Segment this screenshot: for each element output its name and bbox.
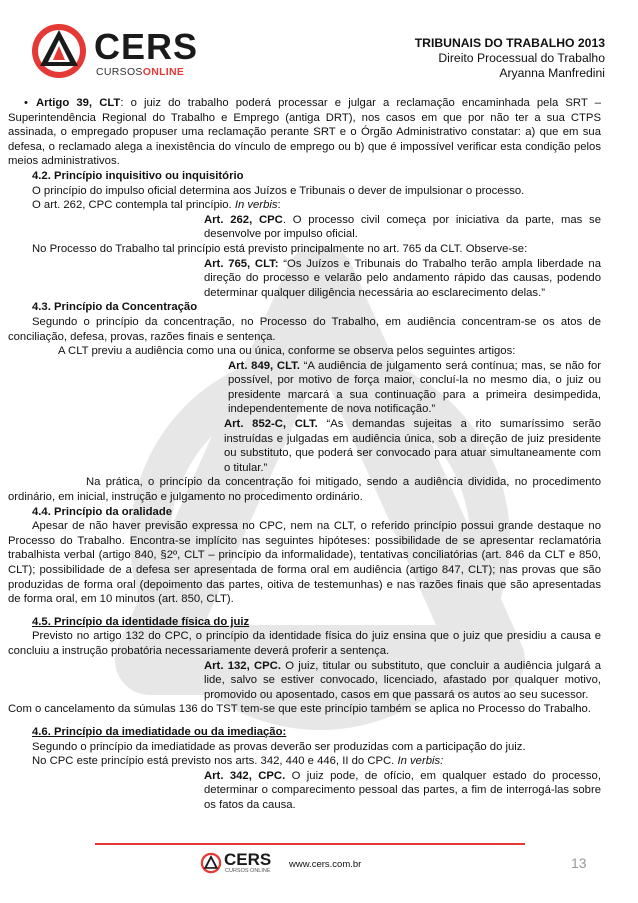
section-4-3-paragraph: Segundo o princípio da concentração, no Processo do Trabalho, em audiência concentram-se os atos de conciliação, defesa, provas, razões finais e sentença.: [8, 315, 601, 343]
section-4-3-heading: 4.3. Princípio da Concentração: [32, 301, 198, 314]
header-author: Aryanna Manfredini: [499, 66, 605, 80]
footer-logo-subtitle: CURSOS ONLINE: [225, 868, 271, 874]
quote-art-262-cpc: Art. 262, CPC. O processo civil começa por iniciativa da parte, mas se desenvolve por impulso oficial.: [204, 213, 601, 241]
page-number: 13: [571, 855, 587, 871]
section-4-5-paragraph: Previsto no artigo 132 do CPC, o princípio da identidade física do juiz ensina que o juiz que presidiu a causa e concluiu a instrução probatória necessariamente deverá proferir a sentença.: [8, 630, 601, 657]
section-4-5-heading: 4.5. Princípio da identidade física do juiz: [32, 615, 250, 628]
document-header: [415, 36, 605, 81]
header-subject: Direito Processual do Trabalho: [438, 51, 605, 65]
section-4-6-cpc-intro: No CPC este princípio está previsto nos arts. 342, 440 e 446, II do CPC. In verbis:: [32, 755, 444, 768]
section-4-4-heading: 4.4. Princípio da oralidade: [32, 505, 172, 518]
logo-wordmark: CERS: [94, 26, 199, 67]
quote-art-852c-clt: Art. 852-C, CLT. “As demandas sujeitas a rito sumaríssimo serão instruídas e julgadas em audiência única, sob a direção de juiz presidente ou substituto, que poderá ser convocado para atuar simultaneamente com o titular.”: [224, 418, 601, 474]
art39-paragraph: • Artigo 39, CLT: o juiz do trabalho poderá processar e julgar a reclamação encaminhada pela SRT – Superintendência Regional do Trabalho e Emprego (antiga DRT), nos casos em que por não ter a sua CTPS assinada, o empregado propuser uma reclamação perante SRT e o Órgão Administrativo constatar: a) que em sua defesa, o reclamado alega a inexistência do vínculo de emprego ou b) que é impossível verificar esta condição pelos meios administrativos.: [8, 96, 601, 169]
section-4-5-sumula-paragraph: Com o cancelamento da súmulas 136 do TST tem-se que este princípio também se aplica no Processo do Trabalho.: [8, 703, 591, 716]
section-4-3-clt-intro: A CLT previu a audiência como una ou única, conforme se observa pelos seguintes artigos:: [58, 345, 516, 358]
section-4-2-cpc-intro: O art. 262, CPC contempla tal princípio. In verbis:: [32, 199, 281, 212]
section-4-3-practice-paragraph: Na prática, o princípio da concentração foi mitigado, sendo a audiência dividida, no procedimento ordinário, em inicial, instrução e julgamento no procedimento ordinário.: [8, 476, 601, 504]
section-4-2-paragraph: O princípio do impulso oficial determina aos Juízos e Tribunais o dever de impulsionar o processo.: [32, 184, 525, 197]
footer-logo-wordmark: CERS: [224, 850, 272, 869]
cers-logo-icon: [30, 22, 88, 80]
footer-logo-icon: [200, 852, 222, 874]
quote-art-849-clt: Art. 849, CLT. “A audiência de julgamento será contínua; mas, se não for possível, por motivo de força maior, concluí-la no mesmo dia, o juiz ou presidente marcará a sua continuação para a primeira desimpedida, independentemente de nova notificação.”: [228, 359, 601, 416]
footer-cers-logo: [200, 850, 290, 876]
section-4-4-paragraph: Apesar de não haver previsão expressa no CPC, nem na CLT, o referido princípio possui grande destaque no Processo do Trabalho. Encontra-se implícito nas seguintes hipóteses: possibilidade de se apresentar reclamatória trabalhista verbal (artigo 840, §2º, CLT – princípio da informalidade), tentativas conciliatórias (art. 846 da CLT e 850, CLT); possibilidade de a defesa ser apresentada de forma oral em audiência (artigo 847, CLT); nas provas que são produzidas de forma oral (depoimento das partes, oitiva de testemunhas) e nas razões finais que são apresentadas de forma oral, em 10 minutos (art. 850, CLT).: [8, 520, 601, 606]
section-4-6-heading: 4.6. Princípio da imediatidade ou da imediação:: [32, 725, 287, 738]
section-4-6-paragraph: Segundo o princípio da imediatidade as provas deverão ser produzidas com a participação do juiz.: [32, 740, 526, 753]
header-title: TRIBUNAIS DO TRABALHO 2013: [414, 36, 605, 50]
footer-divider: [95, 843, 525, 845]
quote-art-765-clt: Art. 765, CLT: “Os Juízos e Tribunais do Trabalho terão ampla liberdade na direção do processo e velarão pelo andamento rápido das causas, podendo determinar qualquer diligência necessária ao esclarecimento delas.”: [204, 257, 601, 299]
section-4-2-heading: 4.2. Princípio inquisitivo ou inquisitório: [32, 169, 244, 182]
logo-subtitle: CURSOSONLINE: [96, 66, 185, 78]
document-body: [8, 96, 601, 813]
section-4-2-clt-intro: No Processo do Trabalho tal princípio está previsto principalmente no art. 765 da CLT. Observe-se:: [32, 242, 528, 255]
footer-website-link[interactable]: www.cers.com.br: [289, 859, 362, 870]
quote-art-132-cpc: Art. 132, CPC. O juiz, titular ou substituto, que concluir a audiência julgará a lide, salvo se estiver convocado, licenciado, afastado por qualquer motivo, promovido ou aposentado, casos em que passará os autos ao seu sucessor.: [204, 659, 601, 701]
quote-art-342-cpc: Art. 342, CPC. O juiz pode, de ofício, em qualquer estado do processo, determinar o comparecimento pessoal das partes, a fim de interrogá-las sobre os fatos da causa.: [204, 769, 601, 811]
cers-logo: [30, 22, 199, 78]
